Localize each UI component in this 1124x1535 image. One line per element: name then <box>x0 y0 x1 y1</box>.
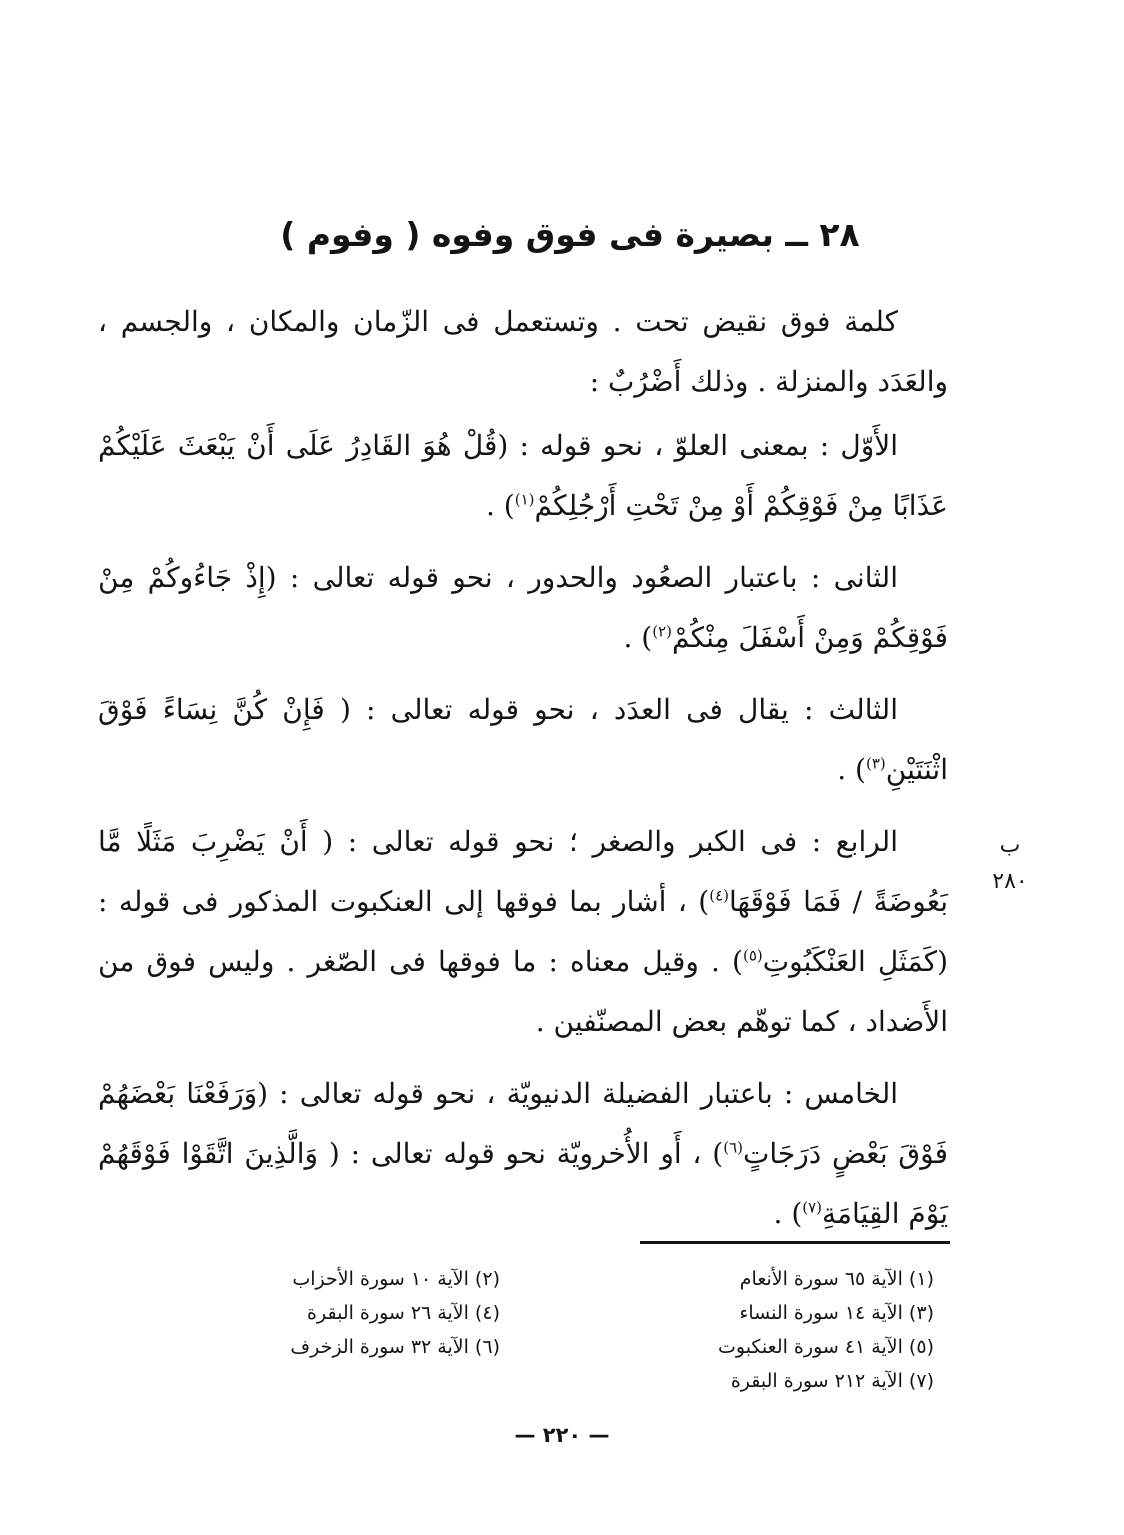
footnote: (٧) الآية ٢١٢ سورة البقرة <box>730 1370 934 1392</box>
paragraph-text: الثالث : يقال فى العدَد ، نحو قوله تعالى : ( فَإِنْ كُنَّ نِسَاءً فَوْقَ اثْنَتَيْنِ <box>98 693 948 786</box>
footnotes-right-column <box>718 1262 934 1398</box>
paragraph-fifth-sense <box>98 1064 948 1244</box>
footnote: (٦) الآية ٣٢ سورة الزخرف <box>290 1336 500 1358</box>
margin-folio-number: ٢٨٠ <box>992 869 1028 894</box>
paragraph-text-tail: ) . <box>837 753 866 786</box>
section-title: ٢٨ ــ بصيرة فى فوق وفوه ( وفوم ) <box>280 215 860 254</box>
paragraph-text-middle: ) ، أَو الأُخرويّة نحو قوله تعالى : ( وَالَّذِينَ اتَّقَوْا فَوْقَهُمْ يَوْمَ القِيَامَةِ <box>98 1137 948 1230</box>
paragraph-fourth-sense <box>98 812 948 1052</box>
footnote-marker: (٢) <box>652 622 672 641</box>
footnote: (٤) الآية ٢٦ سورة البقرة <box>307 1302 500 1324</box>
main-text <box>98 292 948 1256</box>
paragraph-second-sense <box>98 548 948 668</box>
footnote: (٣) الآية ١٤ سورة النساء <box>739 1302 934 1324</box>
footnotes-left-column <box>290 1262 500 1364</box>
paragraph-text-tail: ) . <box>623 621 653 654</box>
margin-folio-letter: ب <box>999 833 1021 858</box>
footnote: (٥) الآية ٤١ سورة العنكبوت <box>718 1336 934 1358</box>
paragraph-text: الأَوّل : بمعنى العلوّ ، نحو قوله : (قُلْ هُوَ القَادِرُ عَلَى أَنْ يَبْعَثَ عَلَيْكُمْ عَذَابًا مِنْ فَوْقِكُمْ أَوْ مِنْ تَحْتِ أَرْجُلِكُمْ <box>98 429 948 522</box>
page-number: — ٢٢٠ — <box>514 1423 610 1447</box>
footnote-divider <box>640 1241 950 1244</box>
footnote-marker: (٦) <box>723 1138 743 1157</box>
footnote-marker: (٧) <box>802 1198 823 1217</box>
paragraph-text: الثانى : باعتبار الصعُود والحدور ، نحو قوله تعالى : (إِذْ جَاءُوكُمْ مِنْ فَوْقِكُمْ وَمِنْ أَسْفَلَ مِنْكُمْ <box>98 561 948 654</box>
footnote-marker: (٣) <box>865 754 886 773</box>
paragraph-text: الرابع : فى الكبر والصغر ؛ نحو قوله تعالى : ( أَنْ يَضْرِبَ مَثَلًا مَّا بَعُوضَةً / فَمَا فَوْقَهَا <box>98 825 949 918</box>
paragraph-text-tail: ) . وقيل معناه : ما فوقها فى الصّغر . وليس فوق من الأَضداد ، كما توهّم بعض المصنّفين . <box>98 945 948 1038</box>
paragraph-first-sense <box>98 416 948 536</box>
paragraph-text-tail: ) . <box>773 1197 803 1230</box>
margin-manuscript-reference <box>980 828 1040 900</box>
footnote: (٢) الآية ١٠ سورة الأحزاب <box>292 1268 500 1290</box>
footnote: (١) الآية ٦٥ سورة الأنعام <box>739 1268 934 1290</box>
footnote-marker: (١) <box>514 490 535 509</box>
paragraph-text: الخامس : باعتبار الفضيلة الدنيويّة ، نحو قوله تعالى : (وَرَفَعْنَا بَعْضَهُمْ فَوْقَ بَعْضٍ دَرَجَاتٍ <box>98 1077 948 1170</box>
paragraph-intro <box>98 292 948 412</box>
paragraph-text-tail: ) . <box>485 489 515 522</box>
footnote-marker: (٥) <box>742 946 763 965</box>
paragraph-third-sense <box>98 680 948 800</box>
footnote-marker: (٤) <box>709 886 730 905</box>
paragraph-text: كلمة فوق نقيض تحت . وتستعمل فى الزّمان والمكان ، والجسم ، والعَدَد والمنزلة . وذلك أَضْرُبٌ : <box>98 305 948 398</box>
paragraph-text-middle: ) ، أشار بما فوقها إلى العنكبوت المذكور فى قوله : (كَمَثَلِ العَنْكَبُوتِ <box>98 885 948 978</box>
